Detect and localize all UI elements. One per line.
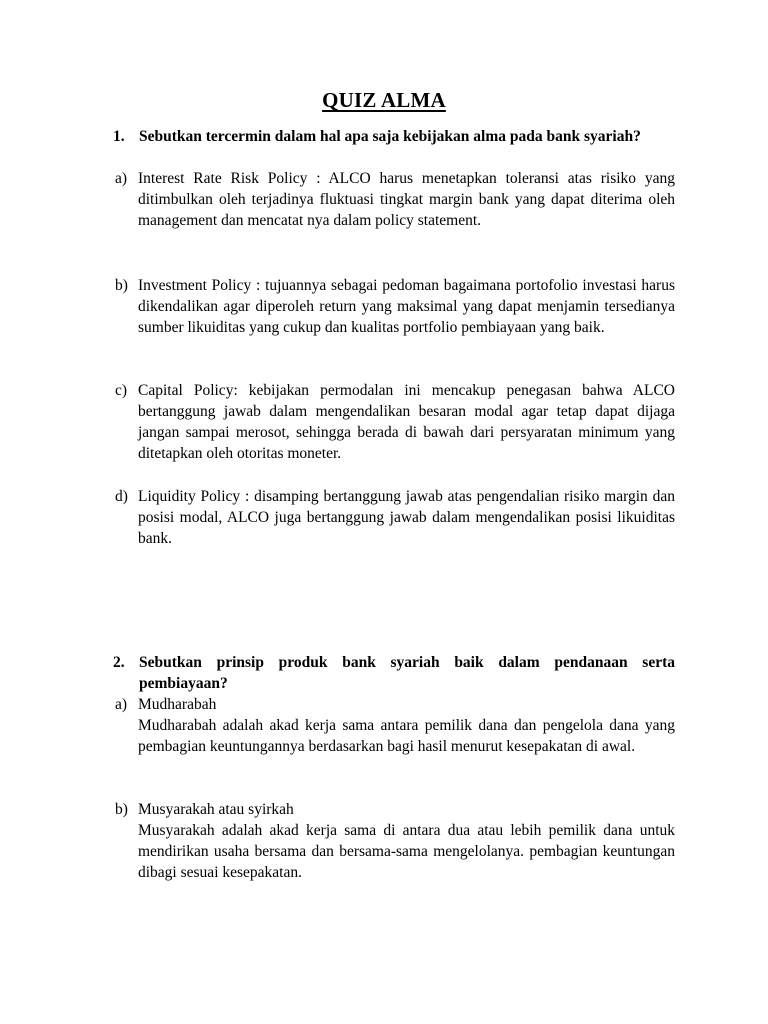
answer-2a — [113, 694, 675, 757]
answer-text: Musyarakah adalah akad kerja sama di antara dua atau lebih pemilik dana untuk mendirikan usaha bersama dan bersama-sama mengelolanya. pembagian keuntungan dibagi sesuai kesepakatan. — [138, 822, 675, 881]
question-number: 2. — [113, 654, 125, 671]
answer-1c — [113, 380, 675, 464]
answer-2b — [113, 799, 675, 883]
answer-letter: d) — [115, 488, 128, 505]
answer-1b — [113, 275, 675, 338]
question-2 — [113, 652, 675, 694]
answer-heading: Mudharabah — [138, 696, 217, 713]
answer-text: Capital Policy: kebijakan permodalan ini mencakup penegasan bahwa ALCO bertanggung jawab dalam mengendalikan besaran modal agar tetap dapat dijaga jangan sampai merosot, sehingga berada di bawah dari persyaratan minimum yang ditetapkan oleh otoritas moneter. — [138, 382, 675, 462]
question-text: Sebutkan prinsip produk bank syariah baik dalam pendanaan serta pembiayaan? — [139, 654, 675, 692]
answer-letter: c) — [115, 382, 128, 399]
answer-letter: b) — [115, 801, 128, 818]
question-text: Sebutkan tercermin dalam hal apa saja kebijakan alma pada bank syariah? — [139, 128, 641, 145]
question-number: 1. — [113, 128, 125, 145]
answer-1d — [113, 486, 675, 549]
question-1 — [113, 126, 675, 147]
answer-heading: Musyarakah atau syirkah — [138, 801, 294, 818]
answer-letter: a) — [115, 696, 128, 713]
document-title: QUIZ ALMA — [322, 88, 446, 112]
answer-letter: b) — [115, 277, 128, 294]
answer-text: Investment Policy : tujuannya sebagai pedoman bagaimana portofolio investasi harus dikendalikan agar diperoleh return yang maksimal yang dapat menjamin tersedianya sumber likuiditas yang cukup dan kualitas portfolio pembiayaan yang baik. — [138, 277, 675, 336]
answer-text: Interest Rate Risk Policy : ALCO harus menetapkan toleransi atas risiko yang ditimbulkan oleh terjadinya fluktuasi tingkat margin bank yang dapat diterima oleh management dan mencatat nya dalam policy statement. — [138, 170, 675, 229]
answer-letter: a) — [115, 170, 128, 187]
answer-text: Liquidity Policy : disamping bertanggung jawab atas pengendalian risiko margin dan posisi modal, ALCO juga bertanggung jawab dalam mengendalikan posisi likuiditas bank. — [138, 488, 675, 547]
answer-text: Mudharabah adalah akad kerja sama antara pemilik dana dan pengelola dana yang pembagian keuntungannya berdasarkan bagi hasil menurut kesepakatan di awal. — [138, 717, 675, 755]
answer-1a — [113, 168, 675, 231]
